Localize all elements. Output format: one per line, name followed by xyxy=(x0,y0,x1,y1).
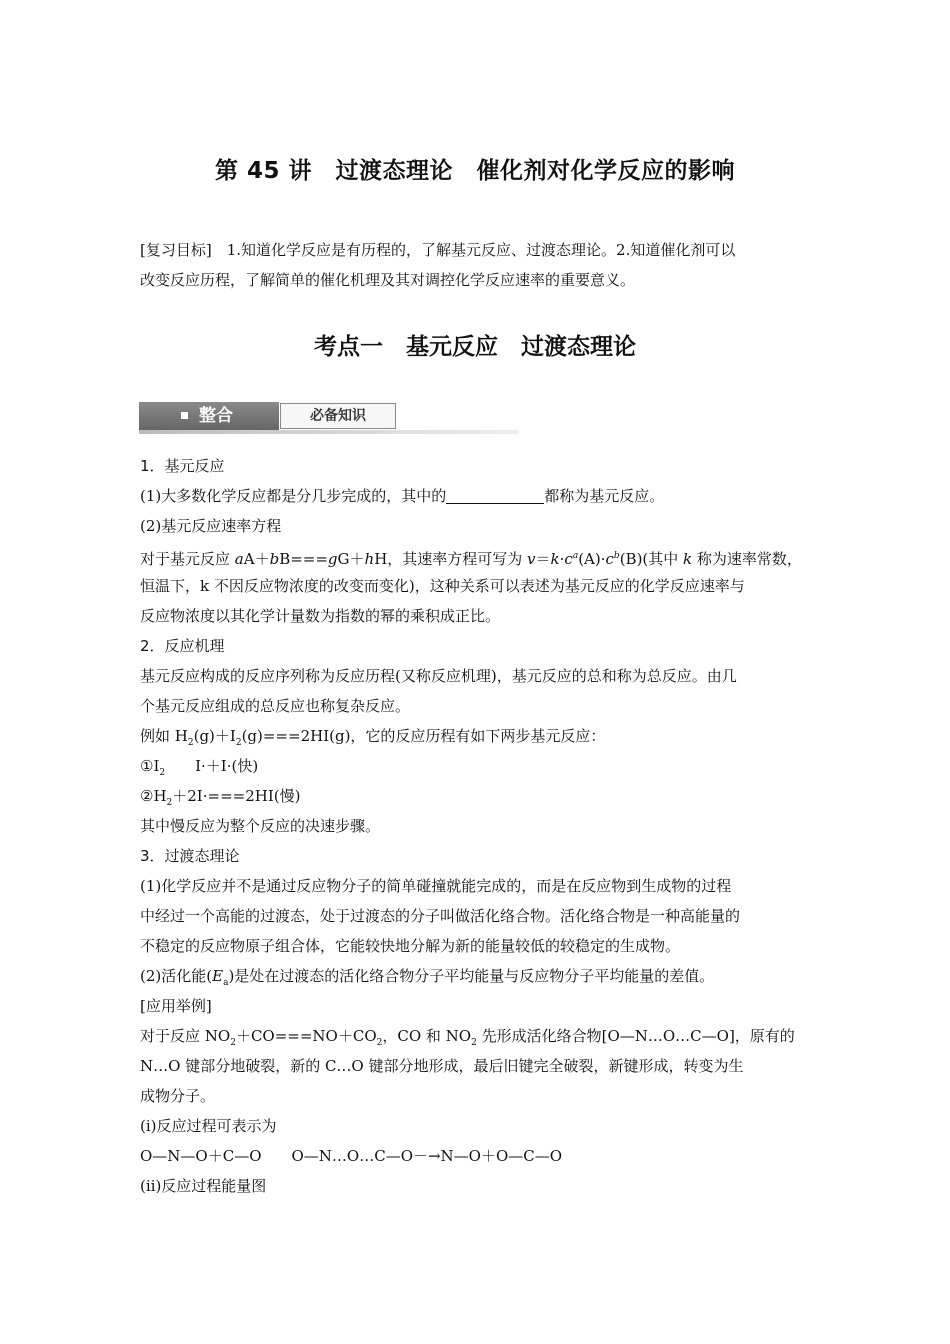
square-bullet-icon xyxy=(181,412,188,419)
objectives-label: [复习目标] xyxy=(140,241,212,259)
paragraph: (2)基元反应速率方程 xyxy=(140,517,282,535)
paragraph: 个基元反应组成的总反应也称复杂反应。 xyxy=(140,697,411,715)
reaction-process-line: O—N—O＋C—O O—N…O…C—O－→N—O＋O—C—O xyxy=(140,1147,563,1165)
paragraph: (ⅰ)反应过程可表示为 xyxy=(140,1117,277,1135)
paragraph: 中经过一个高能的过渡态，处于过渡态的分子叫做活化络合物。活化络合物是一种高能量的 xyxy=(140,907,741,925)
page-title: 第 45 讲 过渡态理论 催化剂对化学反应的影响 xyxy=(214,158,736,184)
step-1: $①I_2$ I·＋I·(快) xyxy=(140,757,259,778)
heading-transition-state: 3．过渡态理论 xyxy=(140,847,240,865)
paragraph: 恒温下，k 不因反应物浓度的改变而变化)，这种关系可以表述为基元反应的化学反应速率与 xyxy=(140,577,745,595)
section-banner xyxy=(139,402,519,434)
fill-blank[interactable] xyxy=(446,485,544,504)
heading-application: [应用举例] xyxy=(140,997,212,1015)
heading-reaction-mechanism: 2．反应机理 xyxy=(140,637,225,655)
paragraph: (ⅱ)反应过程能量图 xyxy=(140,1177,267,1195)
paragraph: (1)化学反应并不是通过反应物分子的简单碰撞就能完成的，而是在反应物到生成物的过程 xyxy=(140,877,732,895)
section-title: 考点一 基元反应 过渡态理论 xyxy=(314,334,636,360)
paragraph: 反应物浓度以其化学计量数为指数的幂的乘积成正比。 xyxy=(140,607,501,625)
step-2: $②H_2+2I\cdot===2HI$(慢) xyxy=(140,787,301,808)
review-objectives: [复习目标] 1.知道化学反应是有历程的，了解基元反应、过渡态理论。2.知道催化剂可以 改变反应历程，了解简单的催化机理及其对调控化学反应速率的重要意义。 xyxy=(140,241,736,289)
banner-underline xyxy=(139,430,519,434)
equation-example: 例如 $H_2(g)+I_2(g)===2HI(g)$，它的反应历程有如下两步基元反应： xyxy=(140,727,606,748)
rate-equation-line: 对于基元反应 aA＋bB===gG＋hH，其速率方程可写为 $v=k\cdot c^a(A)\cdot c^b(B)$(其中 k 称为速率常数， xyxy=(140,550,802,568)
paragraph: 不稳定的反应物原子组合体，它能较快地分解为新的能量较低的较稳定的生成物。 xyxy=(140,937,681,955)
paragraph: N…O 键部分地破裂，新的 C…O 键部分地形成，最后旧键完全破裂，新键形成，转变为生 xyxy=(140,1057,744,1075)
heading-elementary-reaction: 1．基元反应 xyxy=(140,457,225,475)
paragraph: 基元反应构成的反应序列称为反应历程(又称反应机理)，基元反应的总和称为总反应。由几 xyxy=(140,667,737,685)
activation-energy-line: (2)活化能$(E_a)$是处在过渡态的活化络合物分子平均能量与反应物分子平均能量的差值。 xyxy=(140,967,715,988)
application-line: 对于反应 $NO_2+CO===NO+CO_2$，CO 和 $NO_2$ 先形成活化络合物[O—N…O…C—O]，原有的 xyxy=(140,1027,795,1048)
paragraph: (1)大多数化学反应都是分几步完成的，其中的 都称为基元反应。 xyxy=(140,487,665,505)
paragraph: 成物分子。 xyxy=(140,1087,216,1105)
banner-light-tab: 必备知识 xyxy=(280,403,396,429)
paragraph: 其中慢反应为整个反应的决速步骤。 xyxy=(140,817,381,835)
banner-dark-tab: 整合 xyxy=(139,402,279,430)
